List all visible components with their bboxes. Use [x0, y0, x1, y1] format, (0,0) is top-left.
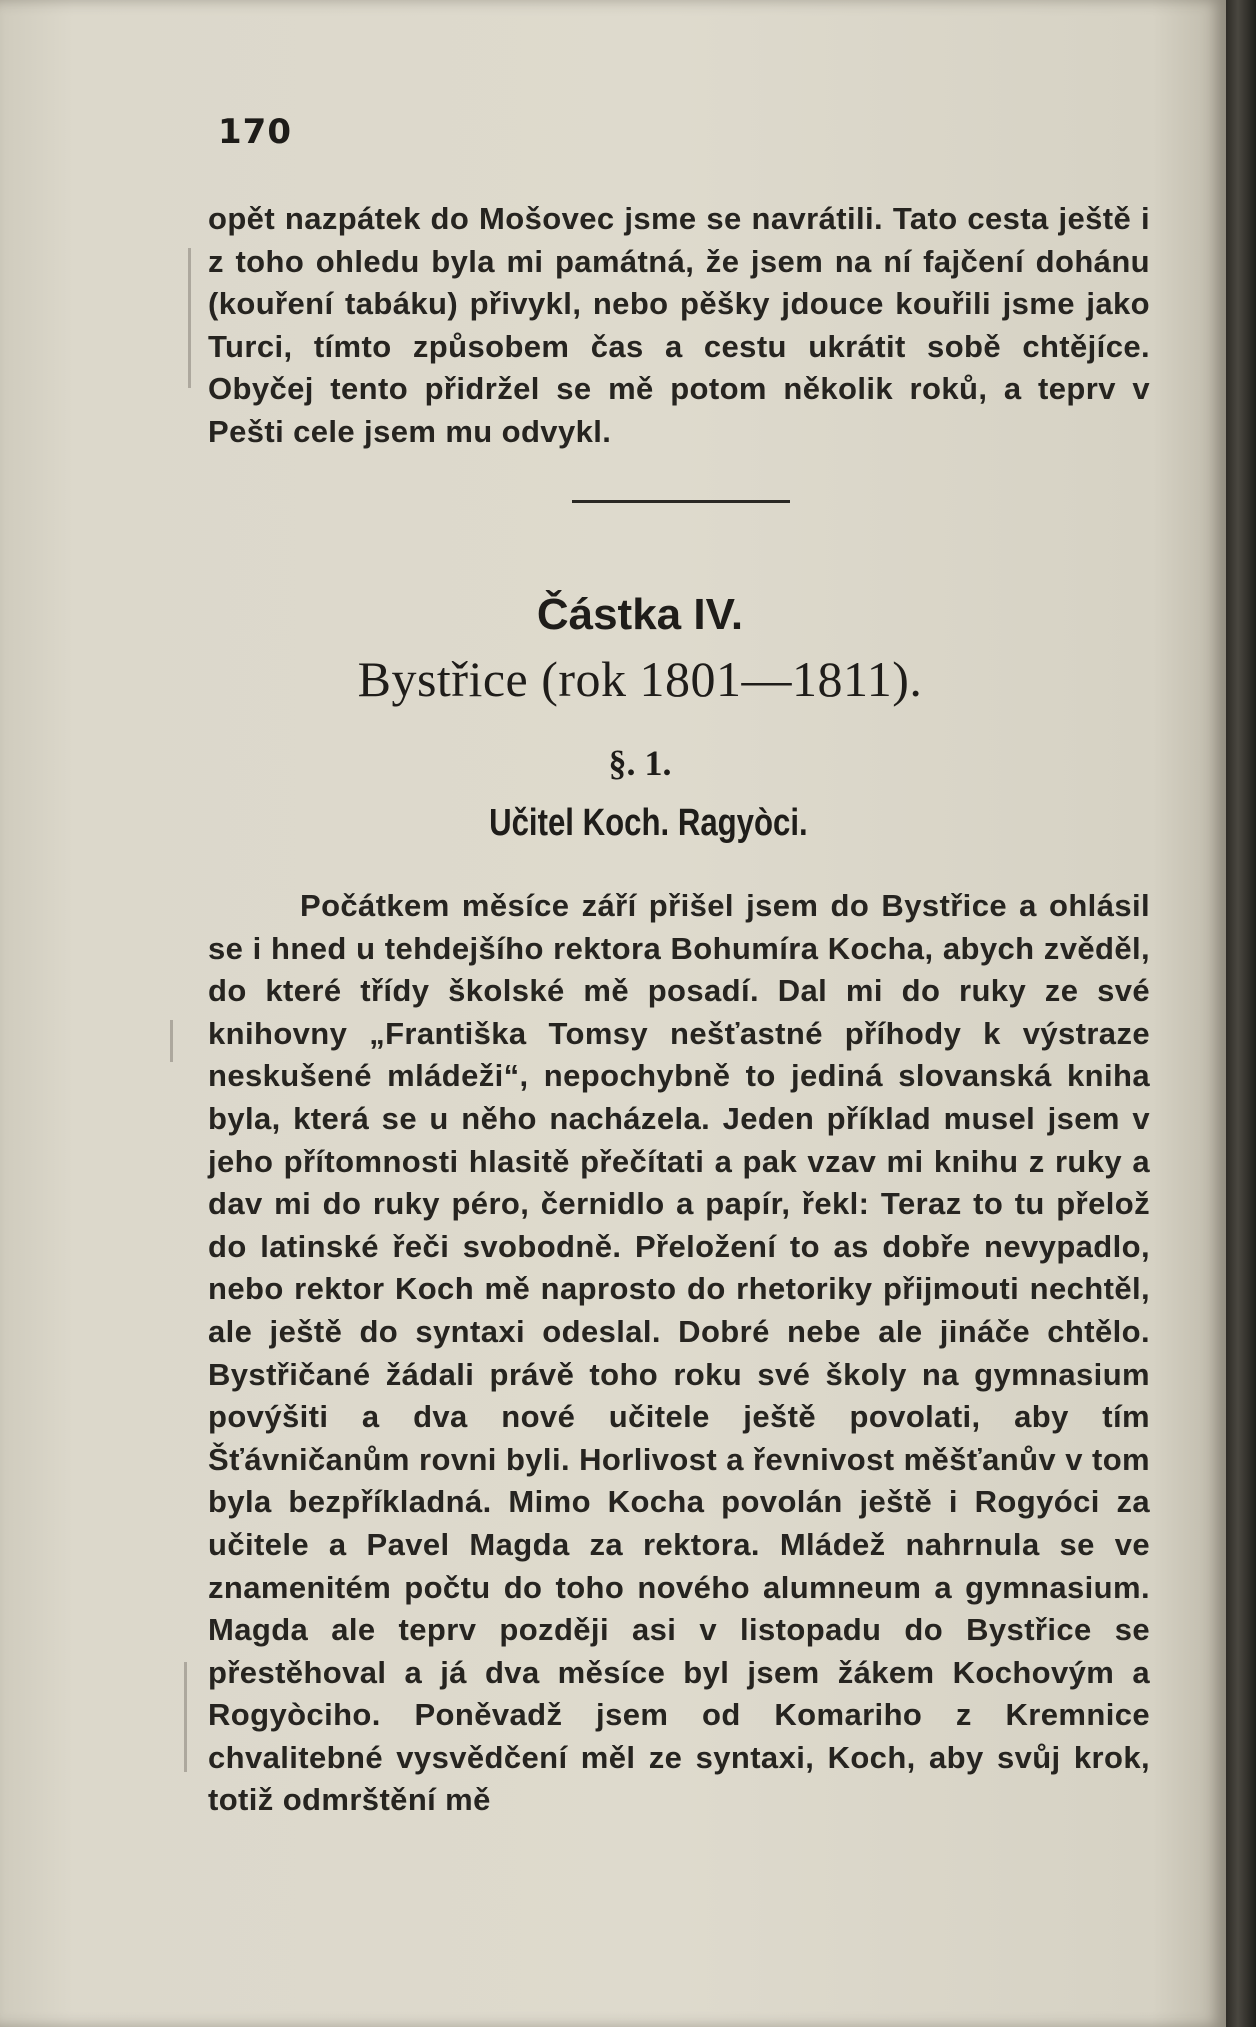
margin-pencil-mark — [188, 248, 191, 388]
margin-pencil-mark — [170, 1020, 173, 1062]
page-number: 170 — [218, 112, 292, 152]
part-heading: Částka IV. — [536, 590, 744, 639]
margin-pencil-mark — [184, 1662, 187, 1772]
section-subtitle: Učitel Koch. Ragyòci. — [489, 802, 808, 844]
paragraph-body: Počátkem měsíce září přišel jsem do Bystřice a ohlásil se i hned u tehdejšího rektora Bohumíra Kocha, abych zvěděl, do které třídy školské mě posadí. Dal mi do ruky ze své knihovny „Františka Tomsy nešťastné příhody k výstraze neskušené mládeži“, nepochybně to jediná slovanská kniha byla, která se u něho nacházela. Jeden příklad musel jsem v jeho přítomnosti hlasitě přečítati a pak vzav mi knihu z ruky a dav mi do ruky péro, černidlo a papír, řekl: Teraz to tu přelož do latinské řeči svobodně. Přeložení to as dobře nevypadlo, nebo rektor Koch mě naprosto do rhetoriky přijmouti nechtěl, ale ještě do syntaxi odeslal. Dobré nebe ale jináče chtělo. Bystřičané žádali právě toho roku své školy na gymnasium povýšiti a dva nové učitele ještě povolati, aby tím Šťávničanům rovni byli. Horlivost a řevnivost měšťanův v tom byla bezpříkladná. Mimo Kocha povolán ještě i Rogyóci za učitele a Pavel Magda za rektora. Mládež nahrnula se ve znamenitém počtu do toho nového alumneum a gymnasium. Magda ale teprv později asi v listopadu do Bystřice se přestěhoval a já dva měsíce byl jsem žákem Kochovým a Rogyòciho. Poněvadž jsem od Komariho z Kremnice chvalitebné vysvědčení měl ze syntaxi, Koch, aby svůj krok, totiž odmrštění mě — [208, 888, 1150, 1818]
paragraph-continuation: opět nazpátek do Mošovec jsme se navrátili. Tato cesta ještě i z toho ohledu byla mi památná, že jsem na ní fajčení dohánu (kouření tabáku) přivykl, nebo pěšky jdouce kouřili jsme jako Turci, tímto způsobem čas a cestu ukrátit sobě chtějíce. Obyčej tento přidržel se mě potom několik roků, a teprv v Pešti cele jsem mu odvykl. — [208, 201, 1150, 449]
book-binding-edge — [1226, 0, 1256, 2027]
section-number: §. 1. — [608, 743, 672, 783]
chapter-title: Bystřice (rok 1801—1811). — [357, 651, 923, 707]
section-divider — [572, 500, 790, 503]
